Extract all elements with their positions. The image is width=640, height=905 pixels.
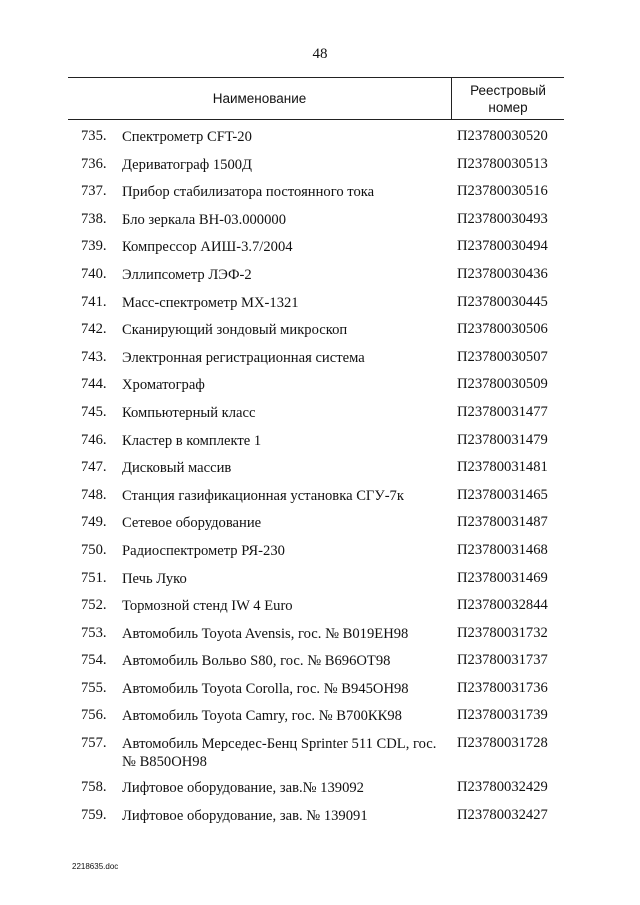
column-header-registry-line2: номер <box>488 100 528 115</box>
column-header-name: Наименование <box>212 91 307 106</box>
row-number: 757. <box>81 735 107 752</box>
row-registry-number: П23780031487 <box>457 514 548 531</box>
row-registry-number: П23780030513 <box>457 155 548 172</box>
row-name: Спектрометр CFT-20 <box>122 129 252 145</box>
row-number: 736. <box>81 155 107 172</box>
row-number: 743. <box>81 348 107 365</box>
row-registry-number: П23780030493 <box>457 210 548 227</box>
table-row <box>0 179 640 207</box>
row-name: Автомобиль Toyota Avensis, гос. № В019ЕН98 <box>122 625 409 642</box>
row-number: 756. <box>81 707 107 724</box>
row-name: Лифтовое оборудование, зав.№ 139092 <box>122 780 364 797</box>
table-row <box>0 345 640 373</box>
row-number: 751. <box>81 569 107 586</box>
row-name: Дериватограф 1500Д <box>122 156 253 173</box>
row-name: Станция газификационная установка СГУ-7к <box>122 487 404 504</box>
row-registry-number: П23780031481 <box>457 459 548 476</box>
row-registry-number: П23780031479 <box>457 431 548 448</box>
row-name: Тормозной стенд IW 4 Euro <box>122 598 293 615</box>
row-registry-number: П23780032427 <box>457 806 548 823</box>
table-row <box>0 400 640 428</box>
row-name: Компьютерный класс <box>122 404 256 421</box>
table-row <box>0 207 640 235</box>
table-row <box>0 676 640 704</box>
table-row <box>0 775 640 803</box>
row-registry-number: П23780031477 <box>457 403 548 420</box>
table-row <box>0 538 640 566</box>
row-registry-number: П23780030445 <box>457 293 548 310</box>
row-name: Компрессор АИШ-3.7/2004 <box>122 239 293 256</box>
row-name: Автомобиль Toyota Camry, гос. № В700КК98 <box>122 708 402 725</box>
row-name: Печь Луко <box>122 570 187 587</box>
document-filename: 2218635.doc <box>72 862 119 871</box>
row-registry-number: П23780032429 <box>457 779 548 796</box>
row-registry-number: П23780031465 <box>457 486 548 503</box>
table-row <box>0 621 640 649</box>
row-registry-number: П23780032844 <box>457 597 548 614</box>
table-row <box>0 731 640 775</box>
row-registry-number: П23780030436 <box>457 265 548 282</box>
row-name: Автомобиль Вольво S80, гос. № В696ОТ98 <box>122 653 391 670</box>
row-name: Масс-спектрометр МХ-1321 <box>122 294 299 311</box>
row-name: Автомобиль Мерседес-Бенц Sprinter 511 CDL, гос. № В850ОН98 <box>122 736 437 771</box>
row-number: 744. <box>81 376 107 393</box>
row-registry-number: П23780030494 <box>457 238 548 255</box>
row-number: 758. <box>81 779 107 796</box>
table-header <box>68 77 564 120</box>
row-number: 746. <box>81 431 107 448</box>
row-number: 735. <box>81 128 107 144</box>
table-row <box>0 593 640 621</box>
table-row <box>0 483 640 511</box>
row-name: Сканирующий зондовый микроскоп <box>122 322 348 339</box>
row-registry-number: П23780030507 <box>457 348 548 365</box>
table-row <box>0 372 640 400</box>
row-number: 738. <box>81 210 107 227</box>
row-number: 742. <box>81 321 107 338</box>
row-registry-number: П23780031468 <box>457 541 548 558</box>
row-number: 740. <box>81 265 107 282</box>
table-row <box>0 290 640 318</box>
row-name: Бло зеркала ВН-03.000000 <box>122 211 286 228</box>
table-row <box>0 803 640 831</box>
page-number: 48 <box>312 46 328 62</box>
row-number: 753. <box>81 624 107 641</box>
row-registry-number: П23780031732 <box>457 624 548 641</box>
row-registry-number: П23780030520 <box>457 128 548 144</box>
row-registry-number: П23780030516 <box>457 183 548 200</box>
row-registry-number: П23780031737 <box>457 652 548 669</box>
row-name: Прибор стабилизатора постоянного тока <box>122 184 375 201</box>
row-number: 749. <box>81 514 107 531</box>
table-row <box>0 152 640 180</box>
row-name: Дисковый массив <box>122 460 232 477</box>
row-name: Радиоспектрометр РЯ-230 <box>122 542 285 559</box>
table-body <box>0 124 640 830</box>
row-name: Кластер в комплекте 1 <box>122 432 262 449</box>
table-row <box>0 262 640 290</box>
row-number: 741. <box>81 293 107 310</box>
table-row <box>0 703 640 731</box>
row-name: Электронная регистрационная система <box>122 349 365 366</box>
row-number: 755. <box>81 679 107 696</box>
row-number: 745. <box>81 403 107 420</box>
row-number: 750. <box>81 541 107 558</box>
column-header-registry <box>452 82 564 116</box>
row-name: Автомобиль Toyota Corolla, гос. № В945ОН98 <box>122 680 409 697</box>
table-row <box>0 648 640 676</box>
row-number: 737. <box>81 183 107 200</box>
row-registry-number: П23780031739 <box>457 707 548 724</box>
row-name: Лифтовое оборудование, зав. № 139091 <box>122 807 368 824</box>
row-number: 747. <box>81 459 107 476</box>
row-registry-number: П23780031736 <box>457 679 548 696</box>
row-registry-number: П23780030506 <box>457 321 548 338</box>
row-number: 754. <box>81 652 107 669</box>
row-number: 748. <box>81 486 107 503</box>
row-number: 739. <box>81 238 107 255</box>
row-name: Эллипсометр ЛЭФ-2 <box>122 266 252 283</box>
row-number: 752. <box>81 597 107 614</box>
table-row <box>0 510 640 538</box>
row-registry-number: П23780030509 <box>457 376 548 393</box>
table-row <box>0 428 640 456</box>
table-row <box>0 124 640 152</box>
table-row <box>0 234 640 262</box>
row-name: Сетевое оборудование <box>122 515 262 532</box>
row-name: Хроматограф <box>122 377 205 394</box>
table-row <box>0 317 640 345</box>
table-row <box>0 566 640 594</box>
column-header-registry-line1: Реестровый <box>470 83 546 98</box>
table-row <box>0 455 640 483</box>
row-registry-number: П23780031728 <box>457 735 548 752</box>
row-registry-number: П23780031469 <box>457 569 548 586</box>
row-number: 759. <box>81 806 107 823</box>
